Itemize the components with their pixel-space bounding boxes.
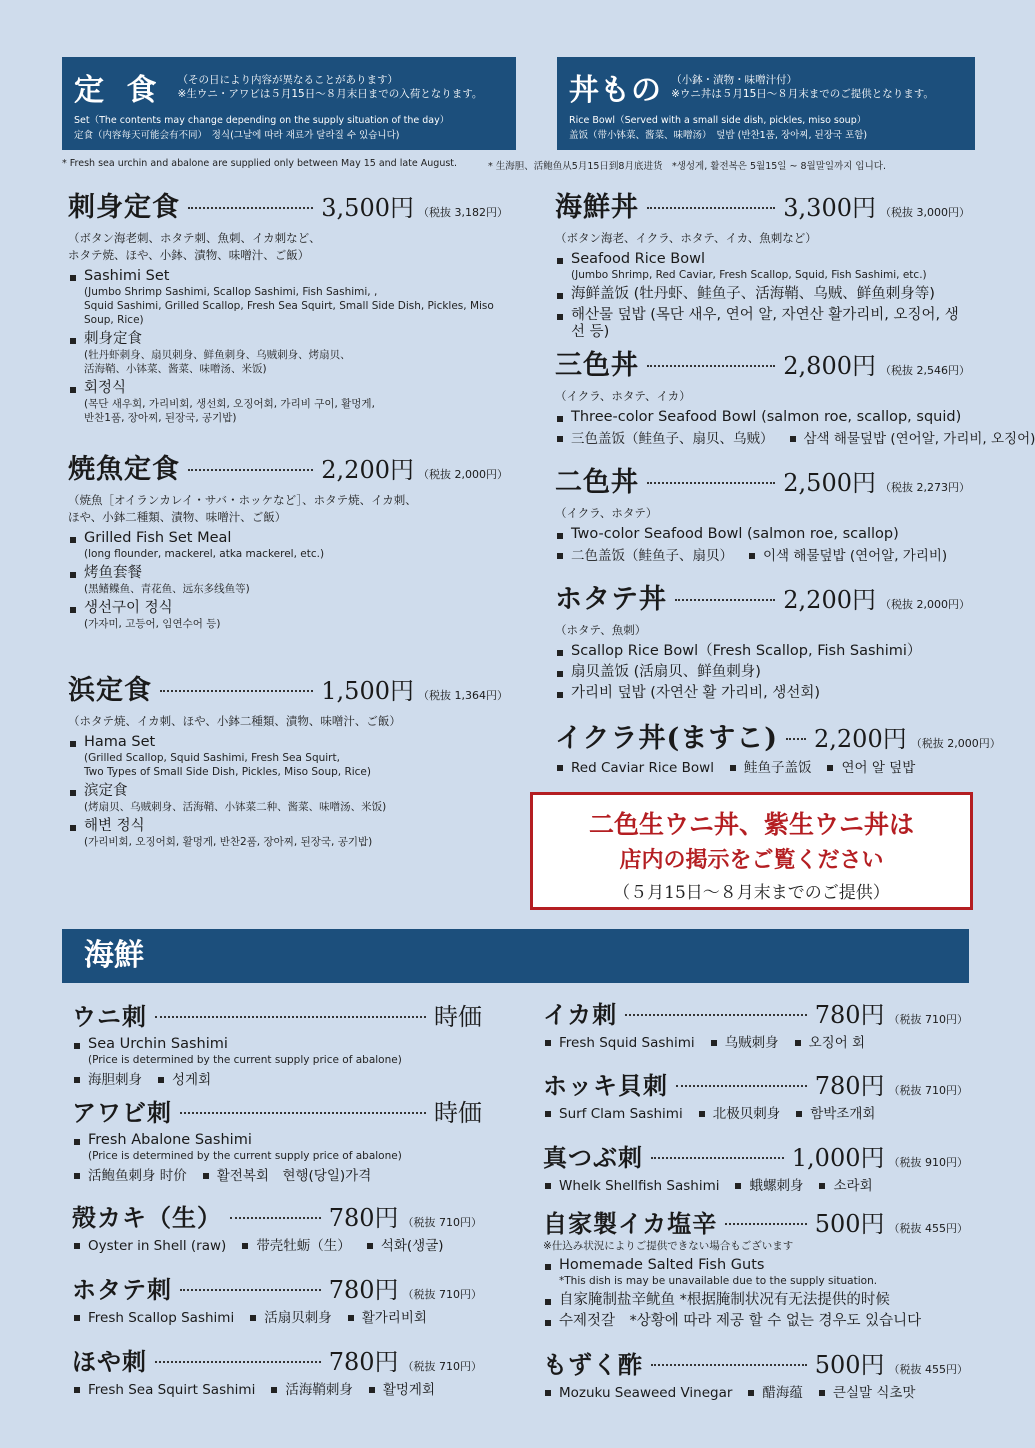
menu-item-price: 2,200円	[321, 456, 414, 484]
donmono-title: 丼もの	[569, 73, 662, 108]
menu-item-header	[543, 1066, 968, 1101]
teishoku-note-2: ※生ウニ・アワビは５月15日～８月末日までの入荷となります。	[177, 88, 483, 100]
translation-detail: (목단 새우회, 가리비회, 생선회, 오징어회, 가리비 구이, 활멍게, 반찬1품, 장아찌, 된장국, 공기밥)	[84, 398, 375, 424]
translation-main: 滨定食	[84, 783, 128, 799]
menu-item-tax: （税抜 710円）	[402, 1216, 482, 1229]
leader-dots	[676, 1085, 807, 1087]
menu-item-price: 時価	[434, 1099, 482, 1127]
menu-item-name: 真つぶ刺	[543, 1143, 643, 1172]
translation-main: 自家腌制盐辛鱿鱼 *根据腌制状况有无法提供的时候	[559, 1292, 890, 1308]
menu-item-contents: （ボタン海老、イクラ、ホタテ、イカ、魚刺など）	[555, 231, 817, 245]
menu-item-header	[68, 185, 508, 224]
menu-item-name: イクラ丼(ますこ)	[555, 723, 779, 754]
leader-dots	[647, 482, 775, 484]
menu-item	[555, 460, 970, 566]
menu-item-header	[543, 1138, 968, 1173]
menu-item-translation	[555, 643, 970, 660]
menu-item-name: ホタテ丼	[555, 584, 667, 615]
translation-main: Sea Urchin Sashimi	[88, 1036, 228, 1052]
translation-row	[72, 1308, 482, 1328]
translation-inline: Mozuku Seaweed Vinegar	[543, 1383, 732, 1403]
translation-inline: 큰실말 식초맛	[817, 1383, 916, 1403]
menu-item-tax: （税抜 2,000円）	[910, 737, 1001, 750]
leader-dots	[675, 599, 775, 601]
translation-inline: 活扇贝刺身	[248, 1308, 332, 1328]
translation-inline: 연어 알 덮밥	[825, 758, 915, 778]
translation-main: Three-color Seafood Bowl (salmon roe, scallop, squid)	[571, 409, 962, 425]
menu-item-price: 780円	[328, 1348, 399, 1376]
menu-item-note: ※仕込み状況によりご提供できない場合もございます	[543, 1240, 794, 1252]
menu-item-tax: （税抜 710円）	[888, 1084, 968, 1097]
donmono-header	[557, 57, 975, 150]
translation-inline: 이색 해물덮밥 (연어알, 가리비)	[747, 546, 947, 566]
menu-item-translation	[555, 685, 970, 702]
translation-inline: 함박조개회	[794, 1104, 875, 1124]
menu-item-tax: （税抜 1,364円）	[418, 689, 508, 702]
translation-detail: (Price is determined by the current supply price of abalone)	[88, 1150, 402, 1162]
menu-item-name: 浜定食	[68, 675, 152, 706]
menu-item-translation	[68, 818, 508, 849]
menu-item-tax: （税抜 3,182円）	[418, 206, 508, 219]
translation-inline: 鲑鱼子盖饭	[728, 758, 812, 778]
translation-detail: (Grilled Scallop, Squid Sashimi, Fresh Sea Squirt, Two Types of Small Side Dish, Pickles, Miso Soup, Rice)	[84, 752, 371, 778]
translation-inline: Fresh Sea Squirt Sashimi	[72, 1380, 255, 1400]
translation-detail: (가리비회, 오징어회, 활멍게, 반찬2품, 장아찌, 된장국, 공기밥)	[84, 836, 373, 848]
notice-line-3: （５月15日～８月末までのご提供）	[613, 883, 890, 903]
sea-urchin-notice	[530, 792, 973, 910]
leader-dots	[155, 1016, 426, 1018]
menu-item-name: ウニ刺	[72, 1002, 147, 1031]
menu-item-translation	[543, 1292, 968, 1309]
menu-item-translation	[68, 380, 508, 425]
teishoku-sub	[74, 113, 504, 143]
translation-detail: (牡丹虾刺身、扇贝刺身、鲜鱼刺身、乌贼刺身、烤扇贝、 活海鞘、小钵菜、酱菜、味噌汤、米饭)	[84, 349, 351, 375]
menu-item-tax: （税抜 455円）	[888, 1363, 968, 1376]
translation-inline: 活鲍鱼刺身 时价	[72, 1166, 187, 1186]
menu-item-header	[555, 716, 1001, 755]
menu-item-price: 2,500円	[783, 469, 876, 497]
menu-item-tax: （税抜 455円）	[888, 1222, 968, 1235]
translation-main: Two-color Seafood Bowl (salmon roe, scallop)	[571, 526, 899, 542]
translation-main: Sashimi Set	[84, 268, 170, 284]
menu-item	[72, 1270, 482, 1328]
translation-inline: 활멍게회	[367, 1380, 435, 1400]
teishoku-sub-2: 定食（内容每天可能会有不同） 정식(그날에 따라 재료가 달라질 수 있습니다)	[74, 130, 400, 141]
donmono-note-1: （小鉢・漬物・味噌汁付）	[671, 74, 798, 86]
menu-item-price: 780円	[328, 1276, 399, 1304]
menu-item-name: ホタテ刺	[72, 1275, 172, 1304]
teishoku-sub-1: Set（The contents may change depending on the supply situation of the day）	[74, 115, 450, 126]
translation-inline: Red Caviar Rice Bowl	[555, 758, 714, 778]
menu-item	[543, 1066, 968, 1124]
menu-item-translation	[72, 1132, 482, 1163]
translation-main: 烤鱼套餐	[84, 565, 142, 581]
translation-detail: (long flounder, mackerel, atka mackerel, etc.)	[84, 548, 325, 560]
translation-detail: (Price is determined by the current supply price of abalone)	[88, 1054, 402, 1066]
menu-item-contents: （ホタテ焼、イカ刺、ほや、小鉢二種類、漬物、味噌汁、ご飯）	[68, 714, 401, 728]
leader-dots	[155, 1361, 321, 1363]
menu-item-translation	[555, 251, 970, 282]
translation-main: Scallop Rice Bowl（Fresh Scallop, Fish Sashimi）	[571, 643, 922, 659]
menu-item-header	[543, 1204, 968, 1239]
translation-row	[72, 1236, 482, 1256]
menu-item	[72, 1093, 482, 1186]
menu-item-translation	[68, 600, 508, 631]
menu-item-tax: （税抜 3,000円）	[880, 206, 970, 219]
leader-dots	[647, 207, 775, 209]
translation-inline: 소라회	[817, 1176, 872, 1196]
translation-detail: (Jumbo Shrimp, Red Caviar, Fresh Scallop, Squid, Fish Sashimi, etc.)	[571, 269, 927, 281]
translation-main: 회정식	[84, 380, 127, 396]
kaisen-section-header	[62, 929, 969, 983]
translation-row	[555, 429, 1035, 449]
translation-inline: 醋海蕴	[746, 1383, 803, 1403]
menu-item-price: 780円	[328, 1204, 399, 1232]
translation-row	[543, 1033, 968, 1053]
translation-main: Fresh Abalone Sashimi	[88, 1132, 252, 1148]
translation-inline: 석화(생굴)	[365, 1236, 444, 1256]
menu-item-price: 3,300円	[783, 194, 876, 222]
donmono-sub-1: Rice Bowl（Served with a small side dish, pickles, miso soup）	[569, 115, 867, 126]
menu-item-tax: （税抜 710円）	[888, 1013, 968, 1026]
menu-item-header	[555, 343, 970, 382]
translation-inline: 삼색 해물덮밥 (연어알, 가리비, 오징어)	[788, 429, 1035, 449]
menu-item	[555, 716, 1001, 778]
translation-detail: (Jumbo Shrimp Sashimi, Scallop Sashimi, Fish Sashimi, , Squid Sashimi, Grilled Scallop, Fresh Sea Squirt, Small Side Dish, Pickles, Miso Soup, Rice)	[84, 286, 494, 326]
translation-main: 생선구이 정식	[84, 600, 173, 616]
menu-item	[543, 1138, 968, 1196]
menu-item	[68, 447, 508, 631]
menu-item	[555, 343, 1035, 449]
menu-item	[72, 1198, 482, 1256]
translation-main: 扇贝盖饭 (活扇贝、鲜鱼刺身)	[571, 664, 761, 680]
menu-item-translation	[555, 664, 970, 681]
leader-dots	[647, 365, 775, 367]
translation-row	[543, 1383, 968, 1403]
translation-inline: 三色盖饭（鲑鱼子、扇贝、乌贼）	[555, 429, 774, 449]
menu-item-name: ほや刺	[72, 1347, 147, 1376]
menu-item-name: イカ刺	[543, 1000, 618, 1029]
menu-item-translation	[68, 734, 508, 779]
menu-item	[555, 577, 970, 702]
menu-item-translation	[68, 530, 508, 561]
menu-item-price: 2,200円	[783, 586, 876, 614]
leader-dots	[625, 1014, 806, 1016]
translation-inline: 활전복회 현행(당일)가격	[201, 1166, 371, 1186]
menu-item-translation	[68, 565, 508, 596]
menu-item-tax: （税抜 2,000円）	[880, 598, 970, 611]
menu-item-header	[72, 1270, 482, 1305]
menu-item-translation	[68, 268, 508, 327]
teishoku-header	[62, 57, 516, 150]
translation-main: Homemade Salted Fish Guts	[559, 1257, 765, 1273]
translation-main: 海鲜盖饭 (牡丹虾、鲑鱼子、活海鞘、乌贼、鲜鱼刺身等)	[571, 286, 935, 302]
leader-dots	[180, 1112, 426, 1114]
menu-item-tax: （税抜 910円）	[888, 1156, 968, 1169]
menu-item-price: 時価	[434, 1003, 482, 1031]
menu-item-translation	[72, 1036, 482, 1067]
menu-item-price: 1,500円	[321, 677, 414, 705]
translation-detail: (가자미, 고등어, 임연수어 등)	[84, 618, 221, 630]
menu-item-contents: （ホタテ、魚刺）	[555, 623, 647, 637]
translation-main: 가리비 덮밥 (자연산 활 가리비, 생선회)	[571, 685, 821, 701]
translation-inline: Fresh Squid Sashimi	[543, 1033, 695, 1053]
leader-dots	[786, 738, 806, 740]
menu-item-price: 500円	[814, 1351, 885, 1379]
translation-row	[72, 1166, 482, 1186]
menu-item	[72, 997, 482, 1090]
menu-item-price: 2,800円	[783, 352, 876, 380]
supply-note-english: * Fresh sea urchin and abalone are supplied only between May 15 and late August.	[62, 158, 458, 169]
menu-item	[68, 668, 508, 849]
menu-item-name: もずく酢	[543, 1350, 643, 1379]
menu-item-name: 二色丼	[555, 467, 639, 498]
menu-item-translation	[555, 286, 970, 303]
leader-dots	[160, 690, 313, 692]
menu-item-header	[68, 447, 508, 486]
menu-item	[72, 1342, 482, 1400]
teishoku-note	[178, 73, 483, 101]
translation-inline: Fresh Scallop Sashimi	[72, 1308, 234, 1328]
menu-item-header	[543, 995, 968, 1030]
menu-item-price: 3,500円	[321, 194, 414, 222]
translation-row	[543, 1176, 968, 1196]
menu-item-translation	[68, 783, 508, 814]
translation-inline: 海胆刺身	[72, 1070, 142, 1090]
teishoku-title: 定 食	[74, 73, 163, 108]
translation-main: 刺身定食	[84, 331, 142, 347]
menu-item-name: 自家製イカ塩辛	[543, 1209, 718, 1238]
menu-item	[68, 185, 508, 425]
menu-item-translation	[68, 331, 508, 376]
menu-item	[543, 995, 968, 1053]
translation-inline: 활가리비회	[346, 1308, 427, 1328]
menu-item-name: 殻カキ（生）	[72, 1203, 222, 1232]
teishoku-note-1: （その日により内容が異なることがあります）	[177, 74, 399, 86]
menu-item-name: ホッキ貝刺	[543, 1071, 668, 1100]
menu-item	[555, 185, 970, 341]
menu-item-tax: （税抜 710円）	[402, 1360, 482, 1373]
leader-dots	[180, 1289, 321, 1291]
translation-detail: (烤扇贝、乌贼刺身、活海鞘、小钵菜二种、酱菜、味噌汤、米饭)	[84, 801, 387, 813]
translation-inline: Whelk Shellfish Sashimi	[543, 1176, 719, 1196]
donmono-note-2: ※ウニ丼は５月15日～８月末までのご提供となります。	[671, 88, 934, 100]
menu-item-header	[68, 668, 508, 707]
menu-item-translation	[543, 1313, 968, 1330]
menu-item-name: 焼魚定食	[68, 454, 180, 485]
menu-item-tax: （税抜 2,000円）	[418, 468, 508, 481]
kaisen-title: 海鮮	[84, 938, 144, 973]
translation-main: Hama Set	[84, 734, 156, 750]
menu-item-header	[72, 1198, 482, 1233]
menu-item-contents: （イクラ、ホタテ）	[555, 506, 658, 520]
menu-item-tax: （税抜 2,273円）	[880, 481, 970, 494]
translation-row	[72, 1070, 482, 1090]
menu-item-tax: （税抜 2,546円）	[880, 364, 970, 377]
leader-dots	[188, 469, 313, 471]
menu-item-header	[555, 460, 970, 499]
menu-item-price: 1,000円	[791, 1144, 885, 1172]
menu-item	[543, 1345, 968, 1403]
menu-item-header	[72, 1342, 482, 1377]
menu-item-header	[555, 577, 970, 616]
translation-inline: 오징어 회	[793, 1033, 865, 1053]
translation-main: 해산물 덮밥 (목단 새우, 연어 알, 자연산 활가리비, 오징어, 생선 등)	[571, 307, 959, 340]
translation-inline: Surf Clam Sashimi	[543, 1104, 683, 1124]
donmono-sub	[569, 113, 963, 143]
menu-item-name: 海鮮丼	[555, 192, 639, 223]
donmono-note	[671, 73, 934, 101]
menu-item-price: 780円	[814, 1001, 885, 1029]
menu-item-header	[72, 1093, 482, 1128]
leader-dots	[651, 1364, 807, 1366]
translation-row	[555, 546, 970, 566]
menu-item-name: アワビ刺	[72, 1098, 172, 1127]
translation-inline: 带壳牡蛎（生）	[240, 1236, 351, 1256]
menu-item-price: 2,200円	[814, 725, 907, 753]
translation-main: 해변 정식	[84, 818, 145, 834]
menu-item-price: 780円	[814, 1072, 885, 1100]
translation-inline: 北极贝刺身	[697, 1104, 781, 1124]
translation-row	[555, 758, 970, 778]
menu-item-contents: （イクラ、ホタテ、イカ）	[555, 389, 691, 403]
translation-row	[72, 1380, 482, 1400]
translation-main: Seafood Rice Bowl	[571, 251, 705, 267]
translation-inline: 二色盖饭（鲑鱼子、扇贝）	[555, 546, 733, 566]
translation-inline: 乌贼刺身	[709, 1033, 779, 1053]
menu-item-price: 500円	[814, 1210, 885, 1238]
menu-item-tax: （税抜 710円）	[402, 1288, 482, 1301]
notice-line-2: 店内の掲示をご覧ください	[619, 847, 884, 873]
menu-item-name: 三色丼	[555, 350, 639, 381]
menu-item-name: 刺身定食	[68, 192, 180, 223]
menu-item-translation	[555, 307, 970, 341]
leader-dots	[188, 207, 313, 209]
donmono-sub-2: 盖饭（带小钵菜、酱菜、味噌汤） 덮밥 (반찬1품, 장아찌, 된장국 포함)	[569, 130, 868, 141]
translation-inline: 活海鞘刺身	[269, 1380, 353, 1400]
menu-item-contents: （ボタン海老刺、ホタテ刺、魚刺、イカ刺など、 ホタテ焼、ほや、小鉢、漬物、味噌汁、ご飯）	[68, 231, 321, 262]
translation-detail: (黑鳍鲽鱼、青花鱼、远东多线鱼等)	[84, 583, 250, 595]
menu-item-header	[72, 997, 482, 1032]
leader-dots	[725, 1223, 806, 1225]
leader-dots	[651, 1157, 784, 1159]
supply-note-multilang: * 生海胆、活鲍鱼从5月15日到8月底进货 *생성게, 활전복은 5월15일 ~ 8월말일까지 입니다.	[488, 161, 886, 172]
translation-main: Grilled Fish Set Meal	[84, 530, 232, 546]
menu-item	[543, 1204, 968, 1330]
menu-item-header	[543, 1345, 968, 1380]
translation-inline: Oyster in Shell (raw)	[72, 1236, 226, 1256]
menu-item-translation	[543, 1257, 968, 1288]
translation-main: 수제젓갈 *상황에 따라 제공 할 수 없는 경우도 있습니다	[559, 1313, 922, 1329]
menu-item-translation	[555, 409, 970, 426]
menu-item-translation	[555, 526, 970, 543]
menu-item-header	[555, 185, 970, 224]
leader-dots	[230, 1217, 321, 1219]
menu-item-contents: （焼魚［オイランカレイ・サバ・ホッケなど］、ホタテ焼、イカ刺、 ほや、小鉢二種類、漬物、味噌汁、ご飯）	[68, 493, 417, 524]
translation-row	[543, 1104, 968, 1124]
translation-inline: 蛾螺刺身	[733, 1176, 803, 1196]
translation-detail: *This dish is may be unavailable due to the supply situation.	[559, 1275, 878, 1287]
notice-line-1: 二色生ウニ丼、紫生ウニ丼は	[588, 810, 914, 839]
translation-inline: 성게회	[156, 1070, 211, 1090]
